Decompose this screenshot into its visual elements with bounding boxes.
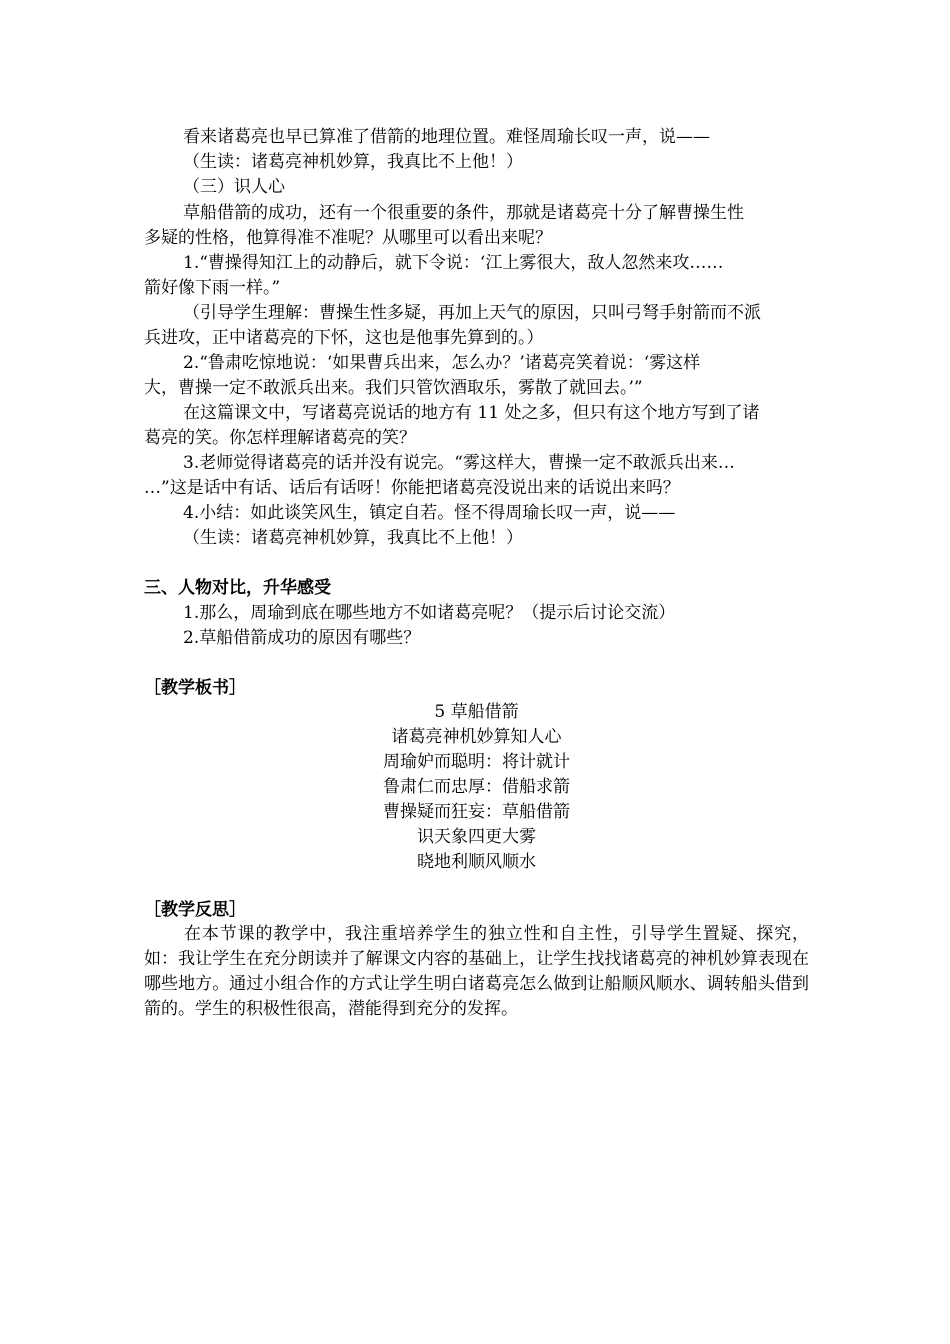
text-line: …”这是话中有话、话后有话呀！你能把诸葛亮没说出来的话说出来吗？ bbox=[144, 478, 680, 498]
text-line: 在这篇课文中，写诸葛亮说话的地方有 11 处之多，但只有这个地方写到了诸 bbox=[183, 403, 760, 423]
text-line: 多疑的性格，他算得准不准呢？从哪里可以看出来呢？ bbox=[144, 228, 552, 248]
board-line: 5 草船借箭 bbox=[434, 702, 519, 722]
text-line: （引导学生理解：曹操生性多疑，再加上天气的原因，只叫弓弩手射箭而不派 bbox=[183, 303, 761, 323]
text-line: 1.“曹操得知江上的动静后，就下令说：‘江上雾很大，敌人忽然来攻…… bbox=[183, 253, 724, 273]
board-heading: ［教学板书］ bbox=[144, 678, 246, 698]
text-line: 葛亮的笑。你怎样理解诸葛亮的笑？ bbox=[144, 428, 416, 448]
text-line: （生读：诸葛亮神机妙算，我真比不上他！） bbox=[183, 152, 523, 172]
board-line: 曹操疑而狂妄：草船借箭 bbox=[383, 802, 570, 822]
text-line: 4.小结：如此谈笑风生，镇定自若。怪不得周瑜长叹一声，说—— bbox=[183, 503, 676, 523]
text-line: 1.那么，周瑜到底在哪些地方不如诸葛亮呢？（提示后讨论交流） bbox=[183, 603, 676, 623]
reflection-heading: ［教学反思］ bbox=[144, 900, 246, 920]
text-line: （生读：诸葛亮神机妙算，我真比不上他！） bbox=[183, 528, 523, 548]
board-line: 周瑜妒而聪明：将计就计 bbox=[383, 752, 570, 772]
text-line: 2.草船借箭成功的原因有哪些？ bbox=[183, 628, 421, 648]
text-line: 草船借箭的成功，还有一个很重要的条件，那就是诸葛亮十分了解曹操生性 bbox=[183, 203, 744, 223]
text-line: 看来诸葛亮也早已算准了借箭的地理位置。难怪周瑜长叹一声，说—— bbox=[183, 127, 710, 147]
text-line: 大，曹操一定不敢派兵出来。我们只管饮酒取乐，雾散了就回去。’” bbox=[144, 378, 643, 398]
subsection-title: （三）识人心 bbox=[183, 177, 285, 197]
board-line: 诸葛亮神机妙算知人心 bbox=[391, 727, 562, 747]
reflection-paragraph: 在本节课的教学中，我注重培养学生的独立性和自主性，引导学生置疑、探究，如：我让学生在充分朗读并了解课文内容的基础上，让学生找找诸葛亮的神机妙算表现在哪些地方。通过小组合作的方式让学生明白诸葛亮怎么做到让船顺风顺水、调转船头借到箭的。学生的积极性很高，潜能得到充分的发挥。 bbox=[144, 924, 809, 1019]
section-title: 三、人物对比，升华感受 bbox=[144, 578, 331, 598]
board-line: 晓地利顺风顺水 bbox=[417, 852, 536, 872]
board-line: 鲁肃仁而忠厚：借船求箭 bbox=[383, 777, 570, 797]
board-line: 识天象四更大雾 bbox=[417, 827, 536, 847]
text-line: 2.“鲁肃吃惊地说：‘如果曹兵出来，怎么办？’诸葛亮笑着说：‘雾这样 bbox=[183, 353, 701, 373]
text-line: 箭好像下雨一样。” bbox=[144, 278, 281, 298]
text-line: 3.老师觉得诸葛亮的话并没有说完。“雾这样大，曹操一定不敢派兵出来… bbox=[183, 453, 735, 473]
text-line: 兵进攻，正中诸葛亮的下怀，这也是他事先算到的。） bbox=[144, 328, 544, 348]
